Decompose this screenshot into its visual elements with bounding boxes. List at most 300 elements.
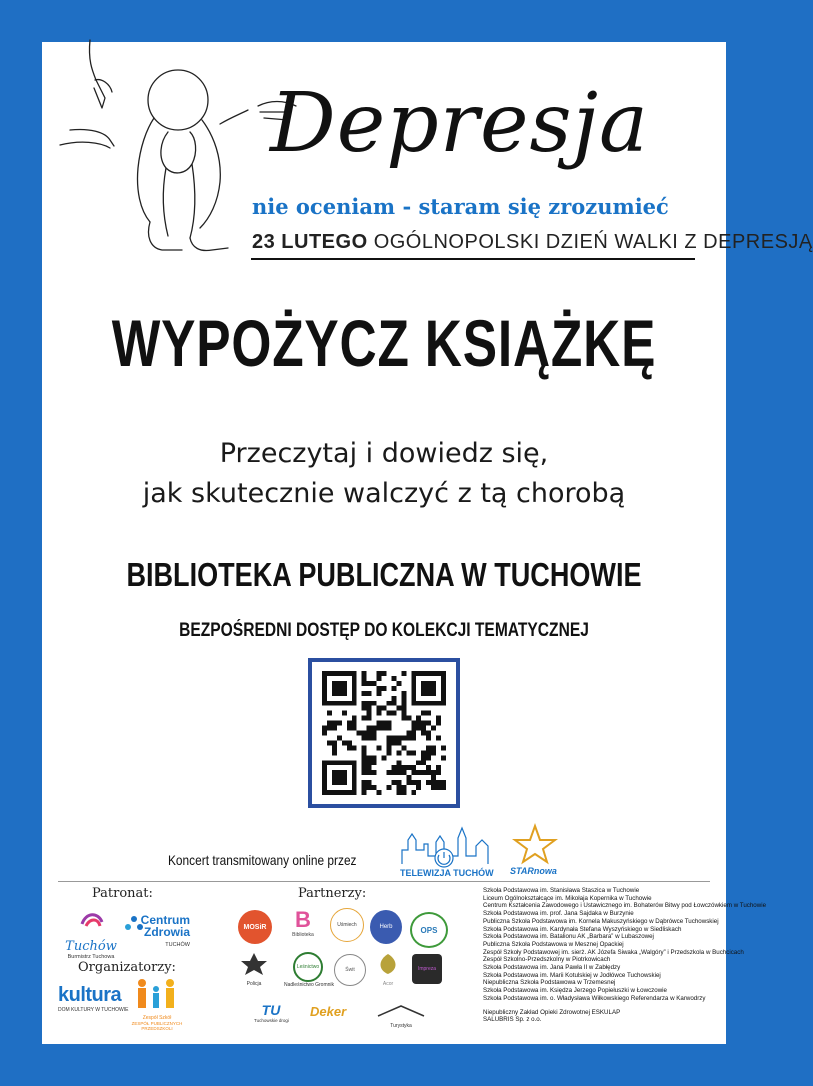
qr-module [362, 681, 367, 686]
date-line [252, 231, 813, 254]
qr-module [372, 785, 377, 790]
qr-module [362, 765, 367, 770]
qr-module [347, 745, 352, 750]
qr-module [391, 740, 396, 745]
qr-module [322, 676, 327, 681]
qr-module [367, 701, 372, 706]
qr-module [362, 750, 367, 755]
qr-module [431, 686, 436, 691]
herb-logo: Herb [370, 910, 402, 944]
zespol-przedszkoli-caption: ZESPÓŁ PUBLICZNYCH PRZEDSZKOLI [131, 1021, 183, 1031]
qr-module [342, 780, 347, 785]
school-item: Szkoła Podstawowa im. Księdza Jerzego Popiełuszki w Łowczowie [483, 987, 667, 995]
qr-module [337, 775, 342, 780]
qr-module [421, 760, 426, 765]
qr-module [372, 760, 377, 765]
qr-module [411, 726, 416, 731]
partnerzy-label: Partnerzy: [298, 886, 367, 901]
qr-module [327, 740, 332, 745]
qr-module [411, 765, 416, 770]
school-item: Zespół Szkoły Podstawowej im. sierż. AK Józefa Siwaka „Walgóry” i Przedszkola w Buchcicach [483, 948, 744, 956]
qr-module [382, 671, 387, 676]
poster-slogan: nie oceniam - staram się zrozumieć [252, 194, 669, 219]
qr-module [426, 745, 431, 750]
qr-module [411, 696, 416, 701]
qr-module [431, 775, 436, 780]
qr-module [367, 716, 372, 721]
qr-module [401, 691, 406, 696]
qr-module [431, 750, 436, 755]
qr-module [322, 696, 327, 701]
qr-module [322, 681, 327, 686]
qr-module [431, 770, 436, 775]
qr-module [337, 735, 342, 740]
turystyka-caption: Turystyka [390, 1023, 412, 1029]
qr-module [441, 676, 446, 681]
qr-module [372, 681, 377, 686]
school-item: Szkoła Podstawowa im. prof. Jana Sajdaka w Burzynie [483, 910, 634, 918]
leaf-icon [372, 952, 404, 976]
school-item: Niepubliczna Szkoła Podstawowa w Trzemesnej [483, 979, 616, 987]
headline: WYPOŻYCZ KSIĄŻKĘ [111, 306, 657, 380]
qr-module [426, 735, 431, 740]
qr-module [352, 686, 357, 691]
qr-module [382, 721, 387, 726]
qr-module [322, 701, 327, 706]
acor-caption: Acor [382, 981, 394, 987]
qr-module [367, 780, 372, 785]
qr-module [436, 716, 441, 721]
qr-module [367, 691, 372, 696]
clinic-item: SALUBRIS Sp. z o.o. [483, 1016, 542, 1024]
qr-module [362, 676, 367, 681]
tuchow-logo [62, 910, 120, 960]
qr-module [342, 686, 347, 691]
qr-module [362, 780, 367, 785]
usmiech-badge-logo: Uśmiech [330, 908, 364, 942]
subtitle-line-1: Przeczytaj i dowiedz się, [219, 438, 549, 469]
qr-module [416, 716, 421, 721]
qr-module [352, 721, 357, 726]
starnowa-star-icon [512, 824, 558, 864]
qr-module [347, 701, 352, 706]
qr-module [436, 671, 441, 676]
qr-module [352, 760, 357, 765]
qr-module [396, 740, 401, 745]
qr-module [342, 701, 347, 706]
qr-module [332, 740, 337, 745]
qr-module [362, 671, 367, 676]
qr-module [322, 760, 327, 765]
qr-module [352, 745, 357, 750]
qr-module [367, 770, 372, 775]
centrum-zdrowia-text: Centrum Zdrowia [140, 913, 190, 939]
qr-module [332, 745, 337, 750]
qr-module [362, 770, 367, 775]
impreza-logo: Impreza [412, 954, 442, 984]
centrum-zdrowia-logo [124, 910, 190, 954]
telewizja-tuchow-label: TELEWIZJA TUCHÓW [400, 868, 494, 878]
qr-module [386, 735, 391, 740]
house-roof-icon [372, 1004, 430, 1018]
qr-module [396, 750, 401, 755]
qr-module [377, 706, 382, 711]
qr-code[interactable] [308, 658, 460, 808]
date-rest: OGÓLNOPOLSKI DZIEŃ WALKI Z DEPRESJĄ [367, 231, 813, 253]
qr-module [342, 760, 347, 765]
qr-module [391, 780, 396, 785]
qr-module [421, 755, 426, 760]
collection-access-text: BEZPOŚREDNI DOSTĘP DO KOLEKCJI TEMATYCZNEJ [179, 620, 589, 641]
qr-module [441, 755, 446, 760]
qr-module [436, 721, 441, 726]
qr-module [377, 691, 382, 696]
qr-module [342, 681, 347, 686]
poster-title: Depresja [270, 76, 649, 171]
qr-module [396, 681, 401, 686]
qr-module [327, 711, 332, 716]
qr-module [386, 721, 391, 726]
qr-module [347, 760, 352, 765]
qr-module [377, 726, 382, 731]
qr-module [426, 765, 431, 770]
qr-module [327, 760, 332, 765]
qr-module [386, 785, 391, 790]
qr-module [396, 790, 401, 795]
qr-module [441, 691, 446, 696]
qr-module [332, 750, 337, 755]
qr-module [362, 790, 367, 795]
qr-module [421, 681, 426, 686]
qr-module [362, 735, 367, 740]
qr-module [377, 721, 382, 726]
qr-module [421, 770, 426, 775]
qr-module [367, 726, 372, 731]
library-name: BIBLIOTEKA PUBLICZNA W TUCHOWIE [126, 556, 642, 593]
qr-module [386, 701, 391, 706]
biblioteka-logo-mark: B [295, 907, 311, 932]
qr-module [416, 785, 421, 790]
qr-module [426, 731, 431, 736]
qr-module [352, 770, 357, 775]
qr-module [347, 790, 352, 795]
qr-module [401, 745, 406, 750]
qr-module [411, 671, 416, 676]
qr-module [362, 691, 367, 696]
qr-module [396, 785, 401, 790]
school-item: Zespół Szkolno-Przedszkolny w Piotrkowicach [483, 956, 611, 964]
starnowa-label: STARnowa [510, 866, 557, 876]
school-item: Szkoła Podstawowa im. o. Władysława Wiłkowskiego Referendarza w Karwodrzy [483, 994, 706, 1002]
qr-module [372, 731, 377, 736]
qr-module [436, 701, 441, 706]
qr-module [421, 750, 426, 755]
qr-module [367, 760, 372, 765]
qr-module [401, 785, 406, 790]
qr-module [406, 716, 411, 721]
qr-module [426, 770, 431, 775]
qr-module [347, 740, 352, 745]
qr-module [401, 735, 406, 740]
qr-module [362, 716, 367, 721]
qr-module [396, 735, 401, 740]
qr-module [421, 691, 426, 696]
qr-module [377, 676, 382, 681]
qr-module [372, 726, 377, 731]
qr-module [337, 760, 342, 765]
qr-module [411, 750, 416, 755]
organizatorzy-label: Organizatorzy: [78, 960, 176, 975]
tuchow-logo-caption: Burmistrz Tuchowa [67, 954, 115, 960]
qr-module [342, 671, 347, 676]
qr-module [416, 770, 421, 775]
qr-module [332, 721, 337, 726]
qr-module [332, 780, 337, 785]
qr-module [347, 721, 352, 726]
qr-module [352, 701, 357, 706]
qr-module [416, 671, 421, 676]
qr-module [401, 790, 406, 795]
qr-module [367, 785, 372, 790]
qr-module [337, 721, 342, 726]
qr-module [411, 686, 416, 691]
concert-text: Koncert transmitowany online przez [168, 852, 357, 868]
qr-module [441, 785, 446, 790]
date-underline [251, 258, 695, 260]
qr-module [391, 735, 396, 740]
qr-module [367, 681, 372, 686]
qr-module [391, 765, 396, 770]
qr-module [406, 775, 411, 780]
qr-module [426, 755, 431, 760]
qr-module [396, 770, 401, 775]
qr-module [401, 696, 406, 701]
school-item: Liceum Ogólnokształcące im. Mikołaja Kopernika w Tuchowie [483, 894, 652, 902]
qr-module [401, 706, 406, 711]
qr-module [382, 686, 387, 691]
qr-module [416, 726, 421, 731]
family-icon [128, 978, 186, 1010]
qr-module [322, 785, 327, 790]
qr-module [362, 701, 367, 706]
school-item: Szkoła Podstawowa im. Stanisława Staszica w Tuchowie [483, 887, 640, 894]
qr-module [426, 691, 431, 696]
footer-divider [58, 881, 710, 882]
qr-module [337, 780, 342, 785]
qr-module [426, 681, 431, 686]
qr-module [416, 721, 421, 726]
mosir-logo: MOSiR [238, 910, 272, 944]
qr-module [401, 716, 406, 721]
qr-module [332, 701, 337, 706]
qr-module [332, 671, 337, 676]
centrum-zdrowia-caption: TUCHÓW [165, 942, 190, 948]
qr-module [352, 716, 357, 721]
qr-module [431, 681, 436, 686]
qr-module [362, 706, 367, 711]
qr-module [386, 726, 391, 731]
qr-module [327, 790, 332, 795]
qr-module [322, 765, 327, 770]
qr-module [421, 671, 426, 676]
qr-module [327, 671, 332, 676]
qr-module [431, 691, 436, 696]
school-item: Publiczna Szkoła Podstawowa im. Kornela Makuszyńskiego w Dąbrówce Tuchowskiej [483, 917, 719, 925]
dom-kultury-caption: DOM KULTURY W TUCHOWIE [58, 1007, 129, 1013]
subtitle-line-2: jak skutecznie walczyć z tą chorobą [142, 478, 626, 509]
qr-module [441, 686, 446, 691]
qr-module [406, 780, 411, 785]
qr-module [441, 780, 446, 785]
qr-module [421, 686, 426, 691]
qr-module [362, 785, 367, 790]
qr-module [426, 750, 431, 755]
qr-module [426, 780, 431, 785]
qr-module [362, 755, 367, 760]
qr-module [352, 780, 357, 785]
qr-module [332, 686, 337, 691]
qr-module [352, 790, 357, 795]
qr-module [411, 676, 416, 681]
qr-module [332, 790, 337, 795]
qr-module [342, 770, 347, 775]
qr-module [421, 711, 426, 716]
qr-module [322, 780, 327, 785]
qr-module [401, 671, 406, 676]
qr-module [342, 740, 347, 745]
qr-module [411, 701, 416, 706]
qr-module [342, 711, 347, 716]
qr-module [441, 745, 446, 750]
qr-module [401, 765, 406, 770]
qr-module [362, 745, 367, 750]
zespol-przedszkoli-name: Zespół Szkół [142, 1015, 172, 1021]
qr-module [337, 691, 342, 696]
ops-logo: OPS [410, 912, 448, 948]
qr-module [436, 765, 441, 770]
qr-module [396, 765, 401, 770]
qr-module [332, 681, 337, 686]
qr-module [391, 701, 396, 706]
qr-module [396, 760, 401, 765]
qr-module [352, 681, 357, 686]
tu-logo [254, 1002, 288, 1034]
qr-module [406, 731, 411, 736]
qr-module [431, 726, 436, 731]
patronat-label: Patronat: [92, 886, 153, 901]
qr-module [352, 676, 357, 681]
qr-module [322, 790, 327, 795]
qr-module [372, 701, 377, 706]
qr-module [431, 780, 436, 785]
school-item: Szkoła Podstawowa im. Jana Pawła II w Zabłędzy [483, 964, 621, 972]
qr-module [332, 691, 337, 696]
qr-module [416, 780, 421, 785]
qr-module [436, 770, 441, 775]
qr-module [352, 696, 357, 701]
qr-module [332, 770, 337, 775]
qr-module [391, 676, 396, 681]
qr-module [382, 706, 387, 711]
nadlesnictwo-badge: Leśnictwo [293, 952, 323, 982]
qr-module [391, 770, 396, 775]
qr-module [377, 711, 382, 716]
qr-module [431, 701, 436, 706]
qr-module [367, 706, 372, 711]
qr-module [352, 726, 357, 731]
qr-module [337, 790, 342, 795]
biblioteka-logo-caption: Biblioteka [292, 932, 314, 938]
qr-module [357, 731, 362, 736]
qr-module [421, 726, 426, 731]
nadlesnictwo-logo [284, 952, 335, 994]
qr-module [401, 711, 406, 716]
qr-module [352, 775, 357, 780]
qr-module [377, 745, 382, 750]
school-item: Szkoła Podstawowa im. Batalionu AK „Barbara” w Lubaszowej [483, 933, 654, 941]
qr-module [386, 740, 391, 745]
qr-module [411, 780, 416, 785]
qr-module [421, 701, 426, 706]
qr-module [377, 671, 382, 676]
qr-module [411, 691, 416, 696]
qr-module [396, 780, 401, 785]
qr-module [431, 671, 436, 676]
zespol-przedszkoli-logo [128, 978, 186, 1031]
qr-module [431, 745, 436, 750]
qr-module [382, 755, 387, 760]
qr-module [367, 711, 372, 716]
qr-module [322, 770, 327, 775]
qr-module [391, 696, 396, 701]
qr-module [441, 701, 446, 706]
qr-module [367, 735, 372, 740]
qr-module [367, 755, 372, 760]
clinic-item: Niepubliczny Zakład Opieki Zdrowotnej ESKULAP [483, 1008, 621, 1016]
turystyka-logo [372, 1004, 430, 1029]
qr-module [441, 696, 446, 701]
qr-module [342, 790, 347, 795]
qr-module [332, 760, 337, 765]
qr-module [382, 726, 387, 731]
deker-logo: Deker [310, 1004, 347, 1019]
qr-module [391, 711, 396, 716]
qr-module [367, 731, 372, 736]
qr-module [327, 726, 332, 731]
qr-module [426, 721, 431, 726]
qr-module [391, 686, 396, 691]
qr-code-pattern [322, 671, 446, 795]
qr-module [337, 770, 342, 775]
qr-module [352, 671, 357, 676]
qr-module [396, 706, 401, 711]
qr-module [441, 681, 446, 686]
qr-module [337, 701, 342, 706]
qr-module [406, 750, 411, 755]
qr-module [347, 671, 352, 676]
qr-module [411, 790, 416, 795]
dom-kultury-logo [58, 984, 129, 1016]
police-star-icon [238, 952, 270, 976]
qr-module [411, 731, 416, 736]
qr-module [416, 701, 421, 706]
partner-schools-list [483, 887, 767, 1024]
qr-module [342, 775, 347, 780]
date-bold: 23 LUTEGO [252, 231, 368, 253]
qr-module [337, 686, 342, 691]
qr-module [377, 790, 382, 795]
qr-module [401, 701, 406, 706]
